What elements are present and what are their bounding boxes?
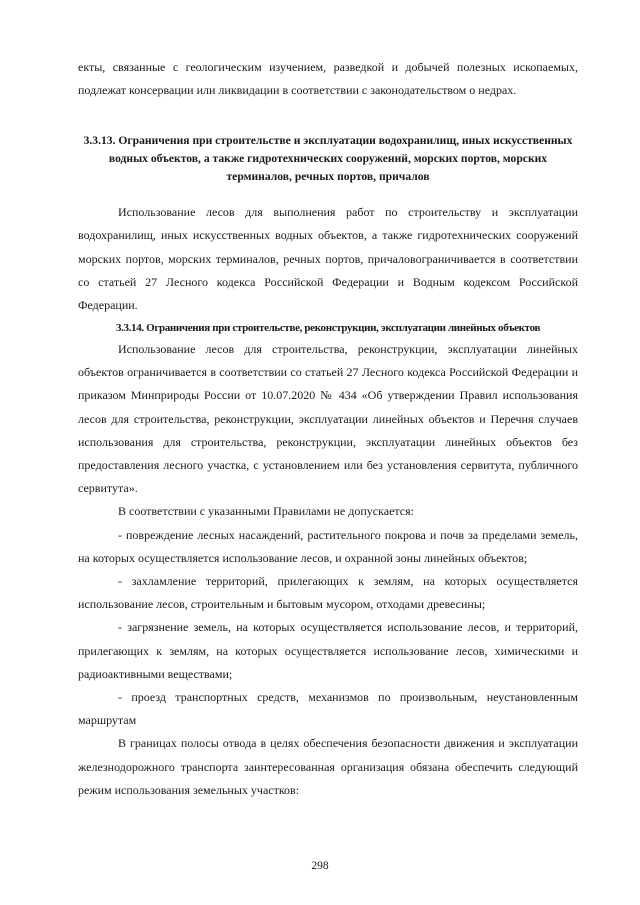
paragraph-water-objects: Использование лесов для выполнения работ по строительству и эксплуатации водохранилищ, иных искусственных водных объектов, а также гидротехнических сооружений морских портов, морских терминалов, речных портов, причаловограничивается в соответствии со статьей 27 Лесного кодекса Российской Федерации и Водным кодексом Российской Федерации. (78, 205, 578, 312)
page-number: 298 (311, 860, 329, 872)
list-item-littering: - захламление территорий, прилегающих к землям, на которых осуществляется использование лесов, строительным и бытовым мусором, отходами древесины; (78, 574, 578, 612)
paragraph-rules-intro: В соответствии с указанными Правилами не допускается: (118, 504, 414, 519)
paragraph-continuation: екты, связанные с геологическим изучением, разведкой и добычей полезных ископаемых, подлежат консервации или ликвидации в соответствии с законодательством о недрах. (78, 60, 578, 98)
list-item-driving: - проезд транспортных средств, механизмов по произвольным, неустановленным маршрутам (78, 690, 578, 728)
section-heading-3-3-13: 3.3.13. Ограничения при строительстве и эксплуатации водохранилищ, иных искусственных водных объектов, а также гидротехнических сооружений, морских портов, морских терминалов, речных портов, причалов (83, 134, 573, 183)
section-heading-3-3-14: 3.3.14. Ограничения при строительстве, реконструкции, эксплуатации линейных объектов (115, 322, 541, 335)
paragraph-linear-objects: Использование лесов для строительства, реконструкции, эксплуатации линейных объектов ограничивается в соответствии со статьей 27 Лесного кодекса Российской Федерации и приказом Минприроды России от 10.07.2020 № 434 «Об утверждении Правил использования лесов для строительства, реконструкции, эксплуатации линейных объектов и Перечня случаев использования для строительства, реконструкции, эксплуатации линейных объектов без предоставления лесного участка, с установлением или без установления сервитута, публичного сервитута». (78, 342, 578, 496)
paragraph-right-of-way: В границах полосы отвода в целях обеспечения безопасности движения и эксплуатации железнодорожного транспорта заинтересованная организация обязана обеспечить следующий режим использования земельных участков: (78, 736, 578, 797)
list-item-damage: - повреждение лесных насаждений, растительного покрова и почв за пределами земель, на которых осуществляется использование лесов, и охранной зоны линейных объектов; (78, 527, 578, 565)
list-item-pollution: - загрязнение земель, на которых осуществляется использование лесов, и территорий, прилегающих к землям, на которых осуществляется использование лесов, химическими и радиоактивными веществами; (78, 620, 578, 681)
